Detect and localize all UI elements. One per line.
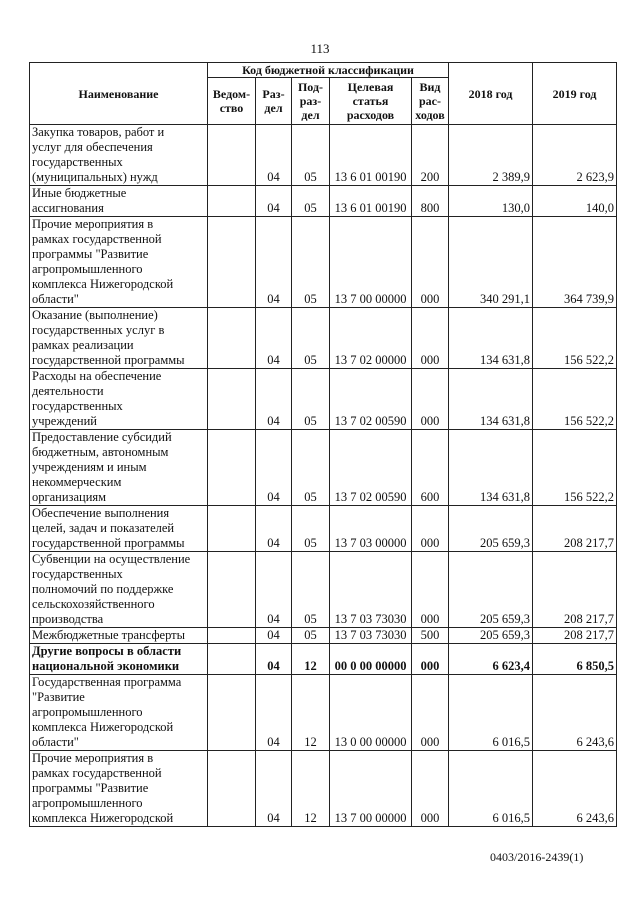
row-name-line: государственных: [32, 155, 123, 169]
header-2019: 2019 год: [533, 63, 617, 125]
row-podrazdel: 05: [292, 217, 330, 308]
table-row: [30, 644, 617, 675]
row-razdel: 04: [256, 751, 292, 827]
row-name: [30, 308, 208, 369]
row-name-line: некоммерческим: [32, 475, 122, 489]
row-celevaya: 13 6 01 00190: [330, 186, 412, 217]
row-name-line: агропромышленного: [32, 705, 143, 719]
row-2018: 205 659,3: [449, 552, 533, 628]
row-name: [30, 675, 208, 751]
header-line: Ведом-: [212, 87, 251, 101]
row-name-line: агропромышленного: [32, 796, 143, 810]
row-2018: 130,0: [449, 186, 533, 217]
row-name-line: услуг для обеспечения: [32, 140, 153, 154]
header-name: Наименование: [30, 63, 208, 125]
row-podrazdel: 05: [292, 125, 330, 186]
header-2018: 2018 год: [449, 63, 533, 125]
row-razdel: 04: [256, 186, 292, 217]
row-vedomstvo: [208, 430, 256, 506]
row-2019: 364 739,9: [533, 217, 617, 308]
row-name-line: Государственная программа: [32, 675, 182, 689]
row-name-line: национальной экономики: [32, 659, 180, 673]
header-line: рас-: [419, 94, 441, 108]
row-name-line: полномочий по поддержке: [32, 582, 174, 596]
row-podrazdel: 12: [292, 644, 330, 675]
table-row: [30, 552, 617, 628]
header-line: Вид: [419, 80, 441, 94]
header-line: расходов: [346, 108, 395, 122]
row-celevaya: 13 0 00 00000: [330, 675, 412, 751]
row-podrazdel: 12: [292, 751, 330, 827]
row-2019: 208 217,7: [533, 552, 617, 628]
row-name-line: программы "Развитие: [32, 247, 149, 261]
row-2019: 6 243,6: [533, 751, 617, 827]
row-vedomstvo: [208, 308, 256, 369]
row-name-line: Прочие мероприятия в: [32, 217, 154, 231]
row-name-line: деятельности: [32, 384, 104, 398]
row-vid: 000: [412, 552, 449, 628]
row-name-line: комплекса Нижегородской: [32, 277, 174, 291]
row-name-line: агропромышленного: [32, 262, 143, 276]
row-name: [30, 644, 208, 675]
row-name-line: рамках реализации: [32, 338, 134, 352]
row-2018: 6 623,4: [449, 644, 533, 675]
header-vedomstvo: [208, 78, 256, 125]
row-name: [30, 552, 208, 628]
row-celevaya: 13 6 01 00190: [330, 125, 412, 186]
table-row: [30, 628, 617, 644]
row-name-line: учреждений: [32, 414, 97, 428]
row-vid: 000: [412, 644, 449, 675]
row-vedomstvo: [208, 186, 256, 217]
row-podrazdel: 05: [292, 506, 330, 552]
row-vid: 500: [412, 628, 449, 644]
header-line: дел: [301, 108, 320, 122]
row-vedomstvo: [208, 751, 256, 827]
row-podrazdel: 05: [292, 186, 330, 217]
row-vid: 000: [412, 308, 449, 369]
header-celevaya: [330, 78, 412, 125]
row-celevaya: 13 7 00 00000: [330, 217, 412, 308]
row-celevaya: 00 0 00 00000: [330, 644, 412, 675]
row-razdel: 04: [256, 506, 292, 552]
row-2018: 205 659,3: [449, 628, 533, 644]
row-podrazdel: 05: [292, 369, 330, 430]
row-celevaya: 13 7 02 00590: [330, 369, 412, 430]
row-2019: 156 522,2: [533, 430, 617, 506]
row-name-line: государственных: [32, 399, 123, 413]
row-name-line: комплекса Нижегородской: [32, 811, 174, 825]
row-name-line: (муниципальных) нужд: [32, 170, 158, 184]
row-razdel: 04: [256, 308, 292, 369]
row-name-line: государственных: [32, 567, 123, 581]
budget-table: [29, 62, 617, 827]
row-name-line: ассигнования: [32, 201, 104, 215]
row-razdel: 04: [256, 628, 292, 644]
row-2018: 340 291,1: [449, 217, 533, 308]
row-vid: 000: [412, 217, 449, 308]
row-name: [30, 186, 208, 217]
header-line: Раз-: [262, 87, 285, 101]
header-line: ство: [219, 101, 244, 115]
row-name: [30, 369, 208, 430]
row-vedomstvo: [208, 125, 256, 186]
row-name-line: Предоставление субсидий: [32, 430, 172, 444]
row-podrazdel: 12: [292, 675, 330, 751]
row-name: [30, 217, 208, 308]
row-vedomstvo: [208, 644, 256, 675]
row-vid: 200: [412, 125, 449, 186]
row-razdel: 04: [256, 552, 292, 628]
row-name: [30, 125, 208, 186]
row-name-line: рамках государственной: [32, 232, 162, 246]
row-2019: 6 850,5: [533, 644, 617, 675]
row-name-line: бюджетным, автономным: [32, 445, 169, 459]
header-line: статья: [352, 94, 389, 108]
header-group: Код бюджетной классификации: [208, 63, 449, 78]
table-row: [30, 751, 617, 827]
row-2019: 156 522,2: [533, 308, 617, 369]
row-name: [30, 430, 208, 506]
row-vedomstvo: [208, 217, 256, 308]
row-name-line: комплекса Нижегородской: [32, 720, 174, 734]
row-vid: 000: [412, 675, 449, 751]
row-name-line: учреждениям и иным: [32, 460, 147, 474]
row-podrazdel: 05: [292, 430, 330, 506]
row-vedomstvo: [208, 675, 256, 751]
header-vid: [412, 78, 449, 125]
row-name-line: Иные бюджетные: [32, 186, 127, 200]
row-name-line: Расходы на обеспечение: [32, 369, 162, 383]
table-row: [30, 186, 617, 217]
row-name: [30, 751, 208, 827]
row-name-line: Оказание (выполнение): [32, 308, 158, 322]
row-2018: 6 016,5: [449, 675, 533, 751]
row-podrazdel: 05: [292, 308, 330, 369]
row-name-line: области": [32, 735, 79, 749]
row-2018: 134 631,8: [449, 308, 533, 369]
row-2018: 134 631,8: [449, 430, 533, 506]
row-vedomstvo: [208, 369, 256, 430]
table-row: [30, 675, 617, 751]
table-row: [30, 125, 617, 186]
header-podrazdel: [292, 78, 330, 125]
table-row: [30, 217, 617, 308]
row-2019: 208 217,7: [533, 506, 617, 552]
page-number: 113: [310, 41, 330, 56]
header-line: Целевая: [347, 80, 394, 94]
header-razdel: [256, 78, 292, 125]
row-name-line: Другие вопросы в области: [32, 644, 182, 658]
row-name-line: целей, задач и показателей: [32, 521, 175, 535]
row-name-line: государственных услуг в: [32, 323, 165, 337]
row-name-line: Межбюджетные трансферты: [32, 628, 186, 642]
row-vid: 600: [412, 430, 449, 506]
row-celevaya: 13 7 00 00000: [330, 751, 412, 827]
row-name-line: государственной программы: [32, 353, 185, 367]
row-razdel: 04: [256, 675, 292, 751]
row-celevaya: 13 7 02 00000: [330, 308, 412, 369]
row-2019: 208 217,7: [533, 628, 617, 644]
row-celevaya: 13 7 03 00000: [330, 506, 412, 552]
row-razdel: 04: [256, 125, 292, 186]
row-vid: 000: [412, 751, 449, 827]
row-name-line: сельскохозяйственного: [32, 597, 155, 611]
row-razdel: 04: [256, 369, 292, 430]
row-celevaya: 13 7 03 73030: [330, 628, 412, 644]
header-line: Под-: [297, 80, 324, 94]
header-line: дел: [264, 101, 283, 115]
row-celevaya: 13 7 02 00590: [330, 430, 412, 506]
row-vedomstvo: [208, 552, 256, 628]
row-name-line: государственной программы: [32, 536, 185, 550]
row-2019: 2 623,9: [533, 125, 617, 186]
row-razdel: 04: [256, 644, 292, 675]
row-2018: 134 631,8: [449, 369, 533, 430]
row-2018: 205 659,3: [449, 506, 533, 552]
row-razdel: 04: [256, 217, 292, 308]
row-name-line: программы "Развитие: [32, 781, 149, 795]
row-celevaya: 13 7 03 73030: [330, 552, 412, 628]
table-body: [30, 125, 617, 827]
row-vedomstvo: [208, 628, 256, 644]
footer-code: 0403/2016-2439(1): [490, 850, 584, 864]
row-2019: 156 522,2: [533, 369, 617, 430]
row-vid: 800: [412, 186, 449, 217]
row-2019: 140,0: [533, 186, 617, 217]
table-row: [30, 308, 617, 369]
header-line: ходов: [415, 108, 445, 122]
row-name-line: Субвенции на осуществление: [32, 552, 191, 566]
table-row: [30, 430, 617, 506]
table-row: [30, 369, 617, 430]
row-name-line: Закупка товаров, работ и: [32, 125, 165, 139]
row-podrazdel: 05: [292, 628, 330, 644]
row-name-line: рамках государственной: [32, 766, 162, 780]
row-vedomstvo: [208, 506, 256, 552]
row-2018: 2 389,9: [449, 125, 533, 186]
row-2019: 6 243,6: [533, 675, 617, 751]
row-name-line: производства: [32, 612, 104, 626]
row-vid: 000: [412, 369, 449, 430]
row-razdel: 04: [256, 430, 292, 506]
row-name-line: Прочие мероприятия в: [32, 751, 154, 765]
table-row: [30, 506, 617, 552]
row-name-line: области": [32, 292, 79, 306]
row-name: [30, 628, 208, 644]
row-name-line: организациям: [32, 490, 107, 504]
row-name: [30, 506, 208, 552]
row-name-line: "Развитие: [32, 690, 85, 704]
row-podrazdel: 05: [292, 552, 330, 628]
row-2018: 6 016,5: [449, 751, 533, 827]
header-line: раз-: [299, 94, 322, 108]
row-name-line: Обеспечение выполнения: [32, 506, 170, 520]
row-vid: 000: [412, 506, 449, 552]
